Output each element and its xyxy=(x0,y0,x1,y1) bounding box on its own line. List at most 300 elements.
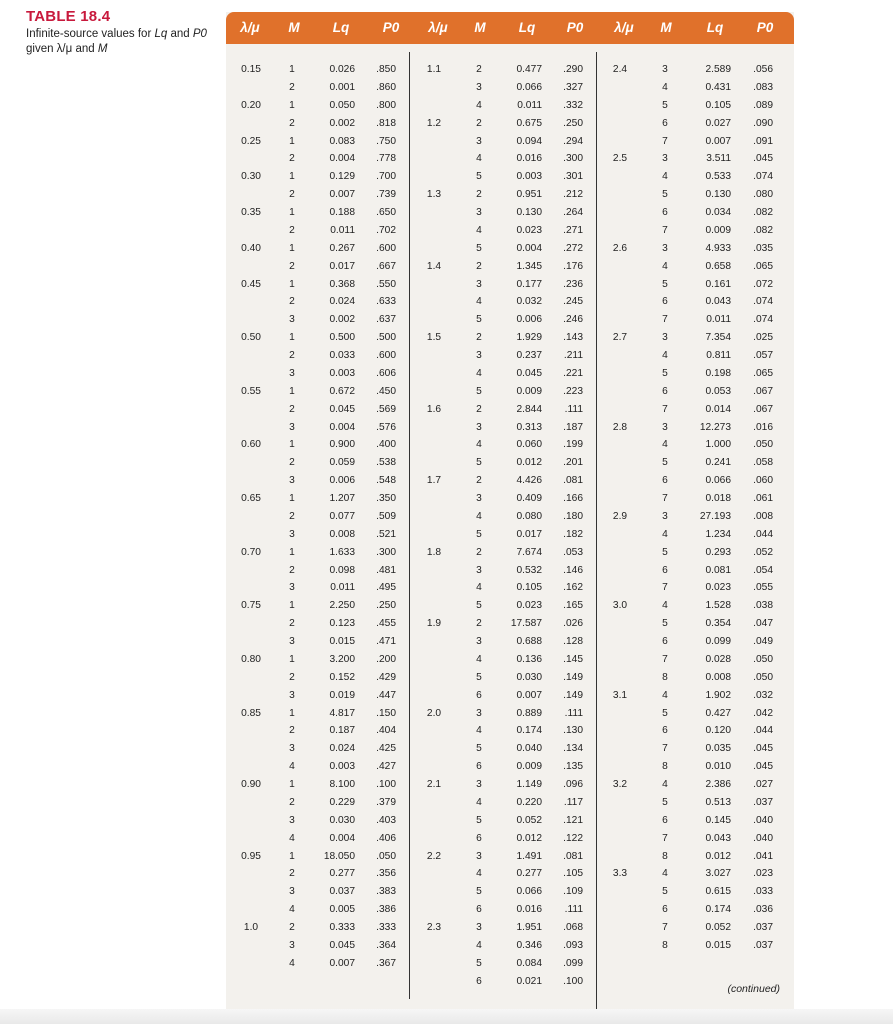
table-cell: 2.5 xyxy=(612,153,628,165)
table-cell: 8 xyxy=(662,850,668,862)
table-cell: 1.000 xyxy=(705,439,731,451)
table-cell: .211 xyxy=(563,350,583,361)
table-cell xyxy=(422,168,446,186)
table-cell xyxy=(236,830,266,848)
table-cell: .425 xyxy=(376,743,396,755)
table-cell: 6 xyxy=(476,904,482,916)
table-cell: 0.052 xyxy=(705,922,731,933)
group3-m-column xyxy=(657,61,673,955)
table-cell: .074 xyxy=(753,296,773,308)
table-cell: 0.346 xyxy=(516,939,542,951)
table-cell: 7 xyxy=(662,582,668,594)
table-cell: 5 xyxy=(662,99,668,111)
table-cell: 0.198 xyxy=(705,367,731,379)
table-cell: 1.491 xyxy=(516,850,542,862)
table-cell: 0.90 xyxy=(241,779,261,790)
table-cell: 0.011 xyxy=(330,582,355,594)
table-cell: .427 xyxy=(376,761,396,773)
table-cell: 0.500 xyxy=(329,332,355,344)
table-cell: 2 xyxy=(289,510,295,522)
table-cell xyxy=(422,508,446,526)
table-cell: 0.277 xyxy=(516,868,542,880)
table-cell: 2.589 xyxy=(705,64,731,75)
table-cell: 2.8 xyxy=(612,421,628,433)
table-cell: 18.050 xyxy=(323,850,355,862)
table-cell: .633 xyxy=(376,296,396,308)
table-cell: 0.174 xyxy=(705,904,731,916)
table-cell: .500 xyxy=(376,332,396,344)
table-cell: 0.177 xyxy=(516,278,542,290)
table-cell: 0.081 xyxy=(705,564,731,576)
table-cell xyxy=(422,794,446,812)
table-cell xyxy=(422,97,446,115)
table-cell: .367 xyxy=(376,957,396,969)
table-cell: .356 xyxy=(376,868,396,880)
table-cell: .221 xyxy=(563,367,583,379)
table-cell: .481 xyxy=(376,564,396,576)
table-cell: .290 xyxy=(563,64,583,75)
table-cell xyxy=(422,454,446,472)
table-cell xyxy=(608,311,632,329)
table-cell: .702 xyxy=(376,224,396,236)
table-cell: 0.431 xyxy=(705,81,731,93)
table-cell: .035 xyxy=(753,242,773,254)
table-cell: 3 xyxy=(476,81,482,93)
table-cell: 2 xyxy=(289,564,295,576)
table-cell: .637 xyxy=(376,314,396,326)
table-cell xyxy=(236,865,266,883)
table-cell: .111 xyxy=(564,904,583,916)
table-cell: 6 xyxy=(662,117,668,129)
table-cell: 0.094 xyxy=(516,135,542,147)
table-cell xyxy=(422,597,446,615)
table-cell: .067 xyxy=(753,403,773,415)
table-cell: 4 xyxy=(476,153,482,165)
table-cell: .212 xyxy=(563,189,583,201)
table-cell: 1.929 xyxy=(516,332,542,344)
table-cell: 2 xyxy=(476,618,482,630)
table-cell: 0.002 xyxy=(329,314,355,326)
table-cell: 0.018 xyxy=(705,493,731,504)
table-cell xyxy=(608,633,632,651)
table-cell: 1.6 xyxy=(426,403,442,415)
table-cell: 1.207 xyxy=(329,493,355,504)
table-cell: 0.012 xyxy=(705,850,731,862)
table-cell: .294 xyxy=(563,135,583,147)
table-cell: .200 xyxy=(376,653,396,665)
table-cell xyxy=(422,133,446,151)
table-cell: 1 xyxy=(289,207,295,218)
table-cell: 1.1 xyxy=(426,64,442,75)
table-cell: .600 xyxy=(376,242,396,254)
table-cell: 0.011 xyxy=(517,99,542,111)
table-cell: 0.220 xyxy=(516,796,542,808)
table-cell xyxy=(422,79,446,97)
table-cell: 5 xyxy=(476,886,482,898)
table-cell: 3 xyxy=(289,314,295,326)
table-cell: 4 xyxy=(476,796,482,808)
table-cell: 4 xyxy=(662,81,668,93)
table-cell: .008 xyxy=(753,510,773,522)
group2-ratio-column xyxy=(422,61,446,991)
table-cell: 3 xyxy=(662,64,668,75)
table-cell: 0.004 xyxy=(329,421,355,433)
table-cell: .050 xyxy=(753,653,773,665)
table-cell: 0.043 xyxy=(705,296,731,308)
table-cell: 0.105 xyxy=(705,99,731,111)
table-cell: 0.045 xyxy=(516,367,542,379)
table-cell: 0.130 xyxy=(516,207,542,218)
table-cell: 0.040 xyxy=(516,743,542,755)
table-cell: 3 xyxy=(289,814,295,826)
table-cell: 1 xyxy=(289,779,295,790)
header-ratio-2: λ/μ xyxy=(428,20,448,35)
table-cell: 2 xyxy=(289,671,295,683)
table-cell: 2.7 xyxy=(612,332,628,344)
table-cell: 0.019 xyxy=(329,689,355,701)
table-cell xyxy=(236,937,266,955)
table-cell: 0.009 xyxy=(516,761,542,773)
table-cell: .143 xyxy=(563,332,583,344)
table-cell: 1.902 xyxy=(705,689,731,701)
table-cell: 0.80 xyxy=(241,653,261,665)
table-cell: .134 xyxy=(563,743,583,755)
table-cell: .386 xyxy=(376,904,396,916)
table-cell: 3 xyxy=(476,636,482,647)
table-cell: 0.267 xyxy=(329,242,355,254)
table-cell: .026 xyxy=(563,618,583,630)
table-cell: 4 xyxy=(662,528,668,540)
table-cell: 4 xyxy=(289,904,295,916)
table-cell xyxy=(236,401,266,419)
table-cell: .060 xyxy=(753,475,773,487)
table-cell: 0.024 xyxy=(329,743,355,755)
table-cell: 0.615 xyxy=(705,886,731,898)
table-cell: .327 xyxy=(563,81,583,93)
table-cell: 0.85 xyxy=(241,707,261,719)
header-lq-2: Lq xyxy=(518,20,536,35)
table-cell: 4 xyxy=(476,367,482,379)
table-cell: 5 xyxy=(662,707,668,719)
table-cell: .056 xyxy=(753,64,773,75)
table-cell: 0.951 xyxy=(516,189,542,201)
table-cell: 4.817 xyxy=(329,707,355,719)
table-cell xyxy=(608,186,632,204)
table-cell: .117 xyxy=(563,796,583,808)
table-cell: 0.030 xyxy=(329,814,355,826)
table-cell: 0.533 xyxy=(705,171,731,183)
table-cell: .081 xyxy=(563,475,583,487)
table-cell: 3 xyxy=(289,743,295,755)
table-cell: 0.25 xyxy=(241,135,261,147)
table-cell xyxy=(608,97,632,115)
table-cell xyxy=(608,615,632,633)
table-cell xyxy=(422,204,446,222)
table-cell: .406 xyxy=(376,832,396,844)
table-cell: 5 xyxy=(476,528,482,540)
table-cell: .045 xyxy=(753,743,773,755)
table-cell: .404 xyxy=(376,725,396,737)
table-cell: .272 xyxy=(563,242,583,254)
table-cell: 0.002 xyxy=(329,117,355,129)
table-cell: 7.674 xyxy=(516,546,542,558)
table-cell: .042 xyxy=(753,707,773,719)
table-cell: .199 xyxy=(563,439,583,451)
table-cell: 0.009 xyxy=(516,385,542,397)
table-cell: 2 xyxy=(289,153,295,165)
table-cell: 8 xyxy=(662,939,668,951)
table-cell: 4 xyxy=(476,868,482,880)
table-cell: 0.006 xyxy=(516,314,542,326)
table-cell: 2 xyxy=(476,117,482,129)
table-cell xyxy=(422,347,446,365)
table-cell xyxy=(422,955,446,973)
table-cell: 2 xyxy=(289,922,295,933)
table-cell xyxy=(236,883,266,901)
table-cell xyxy=(608,883,632,901)
table-cell xyxy=(236,508,266,526)
table-cell xyxy=(236,633,266,651)
table-cell xyxy=(608,848,632,866)
table-cell: .025 xyxy=(753,332,773,344)
table-cell: 6 xyxy=(662,725,668,737)
table-cell: 12.273 xyxy=(699,421,731,433)
table-cell: 8 xyxy=(662,671,668,683)
table-cell: 0.017 xyxy=(516,528,542,540)
table-cell: 6 xyxy=(662,475,668,487)
table-cell: 2.4 xyxy=(612,64,628,75)
table-cell xyxy=(608,133,632,151)
table-cell: 7 xyxy=(662,403,668,415)
table-cell: 0.136 xyxy=(516,653,542,665)
table-cell: .053 xyxy=(563,546,583,558)
table-cell: .055 xyxy=(753,582,773,594)
table-cell: .165 xyxy=(563,600,583,612)
group3-ratio-column xyxy=(608,61,632,955)
table-cell: 7.354 xyxy=(705,332,731,344)
table-cell: 0.028 xyxy=(705,653,731,665)
table-cell: 0.016 xyxy=(516,153,542,165)
table-cell: 2.1 xyxy=(426,779,442,790)
table-cell: 5 xyxy=(662,189,668,201)
table-cell: 0.015 xyxy=(705,939,731,951)
table-cell: 3 xyxy=(289,939,295,951)
table-cell: 0.059 xyxy=(329,457,355,469)
table-cell: 0.15 xyxy=(241,64,261,75)
table-cell: 6 xyxy=(662,814,668,826)
table-cell: 0.083 xyxy=(329,135,355,147)
table-cell: 3 xyxy=(289,689,295,701)
table-cell: .105 xyxy=(563,868,583,880)
table-cell: 3 xyxy=(289,367,295,379)
table-cell: 6 xyxy=(662,904,668,916)
table-cell xyxy=(236,687,266,705)
table-cell: .099 xyxy=(563,957,583,969)
table-cell xyxy=(236,812,266,830)
table-cell xyxy=(236,222,266,240)
table-cell: 0.014 xyxy=(705,403,731,415)
table-cell: 3 xyxy=(476,564,482,576)
table-cell: 0.012 xyxy=(516,457,542,469)
table-cell: 0.011 xyxy=(706,314,731,326)
table-cell: 4.933 xyxy=(705,242,731,254)
table-cell: 2.386 xyxy=(705,779,731,790)
table-cell: 2 xyxy=(476,546,482,558)
caption-lq: Lq xyxy=(154,28,168,40)
table-cell: .860 xyxy=(376,81,396,93)
table-cell: 0.033 xyxy=(329,350,355,361)
table-cell: 3.1 xyxy=(612,689,628,701)
table-cell: .128 xyxy=(563,636,583,647)
table-cell: .047 xyxy=(753,618,773,630)
table-cell xyxy=(422,526,446,544)
table-cell xyxy=(608,454,632,472)
table-cell: 0.65 xyxy=(241,493,261,504)
table-cell: .650 xyxy=(376,207,396,218)
table-cell: 4 xyxy=(662,689,668,701)
table-cell: 0.001 xyxy=(329,81,355,93)
table-cell: 1.3 xyxy=(426,189,442,201)
table-cell: 0.129 xyxy=(329,171,355,183)
table-cell: 2 xyxy=(289,189,295,201)
table-cell: 2 xyxy=(289,260,295,272)
table-cell: 3.027 xyxy=(705,868,731,880)
table-cell: 5 xyxy=(662,278,668,290)
table-cell xyxy=(422,812,446,830)
table-cell: 2 xyxy=(476,332,482,344)
table-cell xyxy=(236,293,266,311)
header-p0-3: P0 xyxy=(756,20,774,35)
table-cell: .800 xyxy=(376,99,396,111)
group2-m-column xyxy=(471,61,487,991)
table-cell: .548 xyxy=(376,475,396,487)
table-cell: 2 xyxy=(289,296,295,308)
table-cell: 2 xyxy=(476,189,482,201)
table-cell: .667 xyxy=(376,260,396,272)
group1-ratio-column xyxy=(236,61,266,973)
table-cell: 2 xyxy=(476,260,482,272)
table-cell: .850 xyxy=(376,64,396,75)
table-cell: 5 xyxy=(476,743,482,755)
table-cell: .400 xyxy=(376,439,396,451)
table-cell: 0.060 xyxy=(516,439,542,451)
table-cell xyxy=(608,347,632,365)
table-cell xyxy=(236,115,266,133)
table-cell: 5 xyxy=(476,671,482,683)
table-cell: .379 xyxy=(376,796,396,808)
table-cell: 3.3 xyxy=(612,868,628,880)
table-cell: .569 xyxy=(376,403,396,415)
table-cell: 4 xyxy=(662,260,668,272)
caption-prefix: Infinite-source values for xyxy=(26,28,155,40)
table-cell: 0.007 xyxy=(705,135,731,147)
table-cell: 3.200 xyxy=(329,653,355,665)
table-cell xyxy=(422,633,446,651)
table-cell: .576 xyxy=(376,421,396,433)
table-cell xyxy=(608,722,632,740)
table-cell: 27.193 xyxy=(699,510,731,522)
table-cell xyxy=(422,758,446,776)
caption-m: M xyxy=(97,43,108,55)
table-cell xyxy=(608,168,632,186)
table-cell: 0.409 xyxy=(516,493,542,504)
caption-and: and xyxy=(167,28,193,40)
table-cell: .036 xyxy=(753,904,773,916)
table-cell: 1.5 xyxy=(426,332,442,344)
table-cell: 0.066 xyxy=(516,886,542,898)
header-ratio-1: λ/μ xyxy=(240,20,260,35)
table-cell: .081 xyxy=(563,850,583,862)
table-cell: 2 xyxy=(289,725,295,737)
table-cell: 6 xyxy=(662,385,668,397)
table-cell: 0.035 xyxy=(705,743,731,755)
table-cell: 0.50 xyxy=(241,332,261,344)
table-cell: .750 xyxy=(376,135,396,147)
table-cell: 0.045 xyxy=(329,403,355,415)
table-cell: 0.60 xyxy=(241,439,261,451)
table-cell: .700 xyxy=(376,171,396,183)
table-cell: 0.007 xyxy=(329,957,355,969)
table-cell xyxy=(608,383,632,401)
table-cell: .089 xyxy=(753,99,773,111)
table-cell: 5 xyxy=(662,457,668,469)
table-cell: .149 xyxy=(563,671,583,683)
table-cell xyxy=(422,669,446,687)
table-cell: .246 xyxy=(563,314,583,326)
table-cell xyxy=(608,79,632,97)
table-cell: 6 xyxy=(662,207,668,218)
table-cell: .180 xyxy=(563,510,583,522)
table-cell: 0.40 xyxy=(241,242,261,254)
table-cell: 4 xyxy=(662,171,668,183)
table-cell: 0.237 xyxy=(516,350,542,361)
table-cell: 7 xyxy=(662,314,668,326)
table-cell: 0.015 xyxy=(329,636,355,647)
table-title-block xyxy=(26,8,226,57)
table-cell: 4 xyxy=(662,350,668,361)
table-cell: 0.037 xyxy=(329,886,355,898)
table-cell: 1.4 xyxy=(426,260,442,272)
table-cell xyxy=(608,579,632,597)
table-cell: 2 xyxy=(289,868,295,880)
table-cell: .350 xyxy=(376,493,396,504)
table-cell xyxy=(608,705,632,723)
table-cell: 0.052 xyxy=(516,814,542,826)
table-cell: 0.55 xyxy=(241,385,261,397)
table-cell: 1.9 xyxy=(426,618,442,630)
table-cell: .447 xyxy=(376,689,396,701)
table-cell: 1.345 xyxy=(516,260,542,272)
table-cell: 0.009 xyxy=(705,224,731,236)
table-cell xyxy=(422,883,446,901)
header-m-3: M xyxy=(660,20,672,35)
table-cell: .333 xyxy=(376,922,396,933)
header-lq-1: Lq xyxy=(332,20,350,35)
table-cell xyxy=(608,812,632,830)
table-cell: 2.250 xyxy=(329,600,355,612)
table-cell: 4 xyxy=(662,868,668,880)
table-cell: 0.900 xyxy=(329,439,355,451)
table-cell xyxy=(608,365,632,383)
table-cell xyxy=(422,383,446,401)
table-cell: 1.528 xyxy=(705,600,731,612)
table-cell: .083 xyxy=(753,81,773,93)
table-cell: 7 xyxy=(662,493,668,504)
table-cell: .038 xyxy=(753,600,773,612)
table-cell: 3 xyxy=(289,475,295,487)
table-cell: .065 xyxy=(753,367,773,379)
table-cell: 3.2 xyxy=(612,779,628,790)
